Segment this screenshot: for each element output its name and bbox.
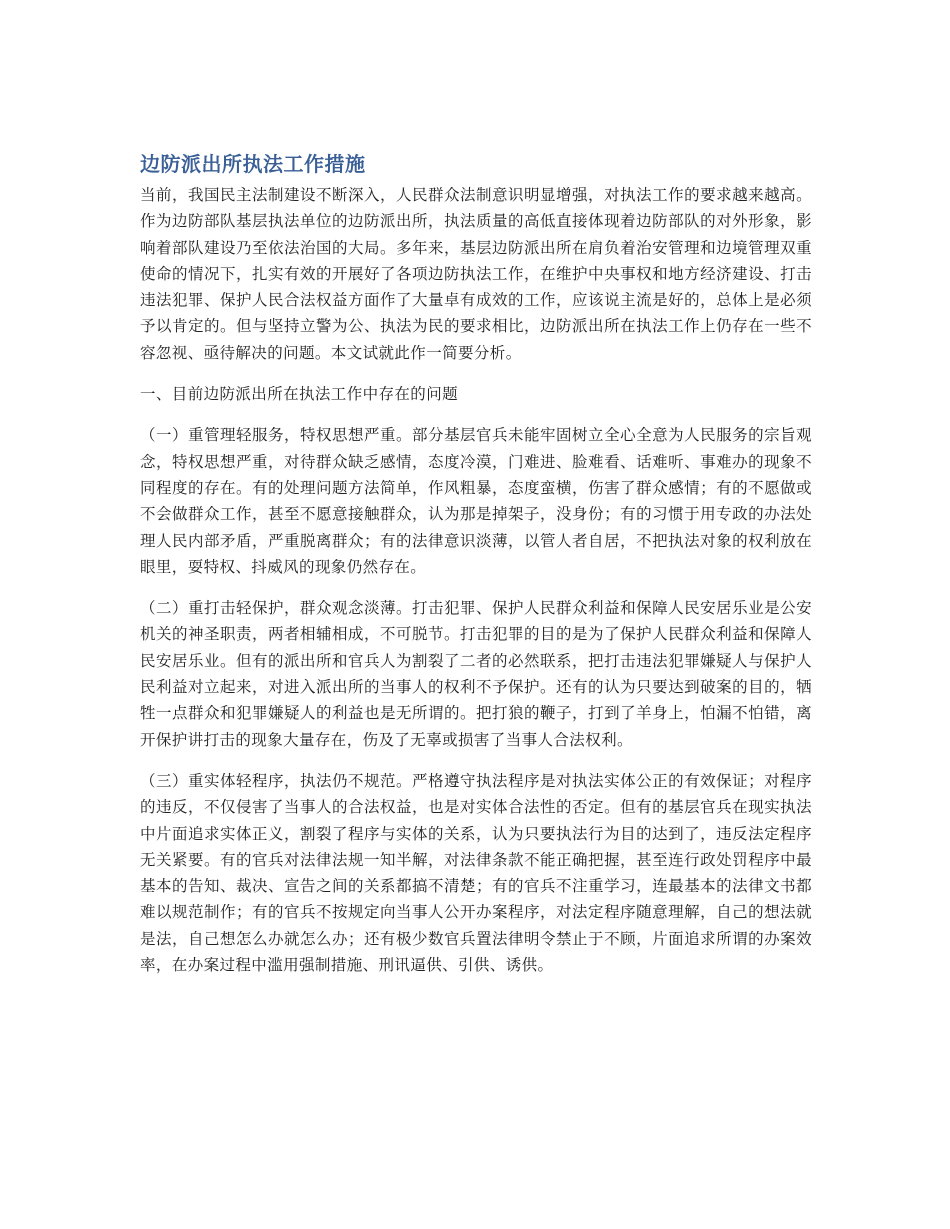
document-title: 边防派出所执法工作措施 — [140, 152, 366, 176]
paragraph-item-3: （三）重实体轻程序，执法仍不规范。严格遵守执法程序是对执法实体公正的有效保证；对程序的违反，不仅侵害了当事人的合法权益，也是对实体合法性的否定。但有的基层官兵在现实执法中片面追求实体正义，割裂了程序与实体的关系，认为只要执法行为目的达到了，违反法定程序无关紧要。有的官兵对法律法规一知半解，对法律条款不能正确把握，甚至连行政处罚程序中最基本的告知、裁决、宣告之间的关系都搞不清楚；有的官兵不注重学习，连最基本的法律文书都难以规范制作；有的官兵不按规定向当事人公开办案程序，对法定程序随意理解，自己的想法就是法，自己想怎么办就怎么办；还有极少数官兵置法律明令禁止于不顾，片面追求所谓的办案效率，在办案过程中滥用强制措施、刑讯逼供、引供、诱供。 — [140, 771, 812, 975]
intro-paragraph: 当前，我国民主法制建设不断深入，人民群众法制意识明显增强，对执法工作的要求越来越高。作为边防部队基层执法单位的边防派出所，执法质量的高低直接体现着边防部队的对外形象，影响着部队建设乃至依法治国的大局。多年来，基层边防派出所在肩负着治安管理和边境管理双重使命的情况下，扎实有效的开展好了各项边防执法工作，在维护中央事权和地方经济建设、打击违法犯罪、保护人民合法权益方面作了大量卓有成效的工作，应该说主流是好的，总体上是必须予以肯定的。但与坚持立警为公、执法为民的要求相比，边防派出所在执法工作上仍存在一些不容忽视、亟待解决的问题。本文试就此作一简要分析。 — [140, 186, 812, 362]
section-heading: 一、目前边防派出所在执法工作中存在的问题 — [140, 385, 459, 404]
paragraph-item-2: （二）重打击轻保护，群众观念淡薄。打击犯罪、保护人民群众利益和保障人民安居乐业是公安机关的神圣职责，两者相辅相成，不可脱节。打击犯罪的目的是为了保护人民群众利益和保障人民安居乐业。但有的派出所和官兵人为割裂了二者的必然联系，把打击违法犯罪嫌疑人与保护人民利益对立起来，对进入派出所的当事人的权利不予保护。还有的认为只要达到破案的目的，牺牲一点群众和犯罪嫌疑人的利益也是无所谓的。把打狼的鞭子，打到了羊身上，怕漏不怕错，离开保护讲打击的现象大量存在，伤及了无辜或损害了当事人合法权利。 — [140, 599, 812, 749]
document-page — [140, 148, 812, 993]
paragraph-item-1: （一）重管理轻服务，特权思想严重。部分基层官兵未能牢固树立全心全意为人民服务的宗旨观念，特权思想严重，对待群众缺乏感情，态度冷漠，门难进、脸难看、话难听、事难办的现象不同程度的存在。有的处理问题方法简单，作风粗暴，态度蛮横，伤害了群众感情；有的不愿做或不会做群众工作，甚至不愿意接触群众，认为那是掉架子，没身份；有的习惯于用专政的办法处理人民内部矛盾，严重脱离群众；有的法律意识淡薄，以管人者自居，不把执法对象的权利放在眼里，耍特权、抖威风的现象仍然存在。 — [140, 426, 812, 576]
